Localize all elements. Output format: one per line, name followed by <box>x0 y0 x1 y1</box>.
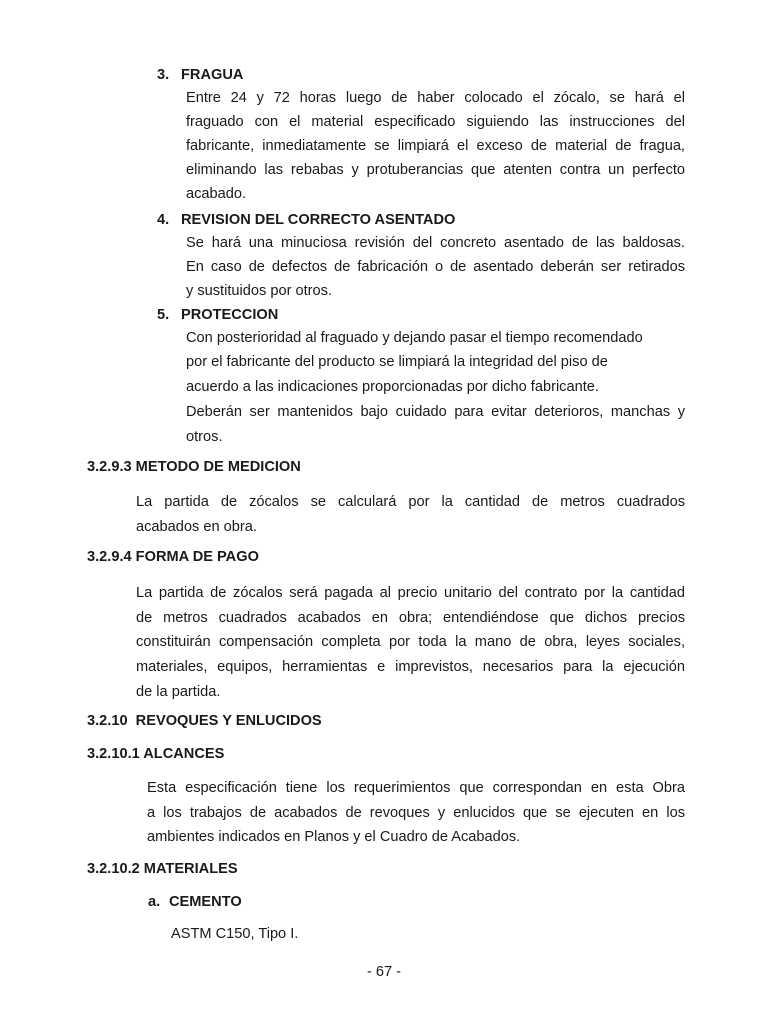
paragraph-line: Entre 24 y 72 horas luego de haber colocado el zócalo, se hará el <box>186 90 685 106</box>
page-number: - 67 - <box>366 964 402 980</box>
section-heading: 3.2.10 REVOQUES Y ENLUCIDOS <box>87 713 322 729</box>
paragraph-line: a los trabajos de acabados de revoques y enlucidos que se ejecuten en los <box>147 805 685 821</box>
section-heading: 3.2.9.4 FORMA DE PAGO <box>87 549 259 565</box>
item-number: 3. <box>157 67 170 83</box>
item-number: 4. <box>157 212 170 228</box>
paragraph-line: En caso de defectos de fabricación o de asentado deberán ser retirados <box>186 259 685 275</box>
item-title: FRAGUA <box>181 67 244 83</box>
section-heading: 3.2.9.3 METODO DE MEDICION <box>87 459 301 475</box>
paragraph-line: constituirán compensación completa por toda la mano de obra, leyes sociales, <box>136 634 685 650</box>
subitem-label: a. <box>148 894 161 910</box>
paragraph-line: acabado. <box>186 186 247 202</box>
paragraph-line: de metros cuadrados acabados en obra; entendiéndose que dichos precios <box>136 610 685 626</box>
paragraph-line: La partida de zócalos se calculará por la cantidad de metros cuadrados <box>136 494 685 510</box>
section-heading: 3.2.10.2 MATERIALES <box>87 861 238 877</box>
paragraph-line: Se hará una minuciosa revisión del concreto asentado de las baldosas. <box>186 235 685 251</box>
section-heading: 3.2.10.1 ALCANCES <box>87 746 225 762</box>
subitem-text: ASTM C150, Tipo I. <box>171 926 299 942</box>
paragraph-line: acuerdo a las indicaciones proporcionadas por dicho fabricante. <box>186 379 599 395</box>
paragraph-line: Esta especificación tiene los requerimientos que correspondan en esta Obra <box>147 780 685 796</box>
paragraph-line: ambientes indicados en Planos y el Cuadro de Acabados. <box>147 829 521 845</box>
subitem-title: CEMENTO <box>169 894 242 910</box>
paragraph-line: fraguado con el material especificado siguiendo las instrucciones del <box>186 114 685 130</box>
paragraph-line: Deberán ser mantenidos bajo cuidado para evitar deterioros, manchas y <box>186 404 685 420</box>
paragraph-line: Con posterioridad al fraguado y dejando pasar el tiempo recomendado <box>186 330 643 346</box>
paragraph-line: de la partida. <box>136 684 221 700</box>
paragraph-line: acabados en obra. <box>136 519 257 535</box>
paragraph-line: y sustituidos por otros. <box>186 283 333 299</box>
paragraph-line: fabricante, inmediatamente se limpiará el exceso de material de fragua, <box>186 138 685 154</box>
item-number: 5. <box>157 307 170 323</box>
paragraph-line: eliminando las rebabas y protuberancias que atenten contra un perfecto <box>186 162 685 178</box>
paragraph-line: por el fabricante del producto se limpiará la integridad del piso de <box>186 354 608 370</box>
paragraph-line: La partida de zócalos será pagada al precio unitario del contrato por la cantidad <box>136 585 685 601</box>
item-title: REVISION DEL CORRECTO ASENTADO <box>181 212 456 228</box>
item-title: PROTECCION <box>181 307 279 323</box>
paragraph-line: materiales, equipos, herramientas e imprevistos, necesarios para la ejecución <box>136 659 685 675</box>
paragraph-line: otros. <box>186 429 223 445</box>
